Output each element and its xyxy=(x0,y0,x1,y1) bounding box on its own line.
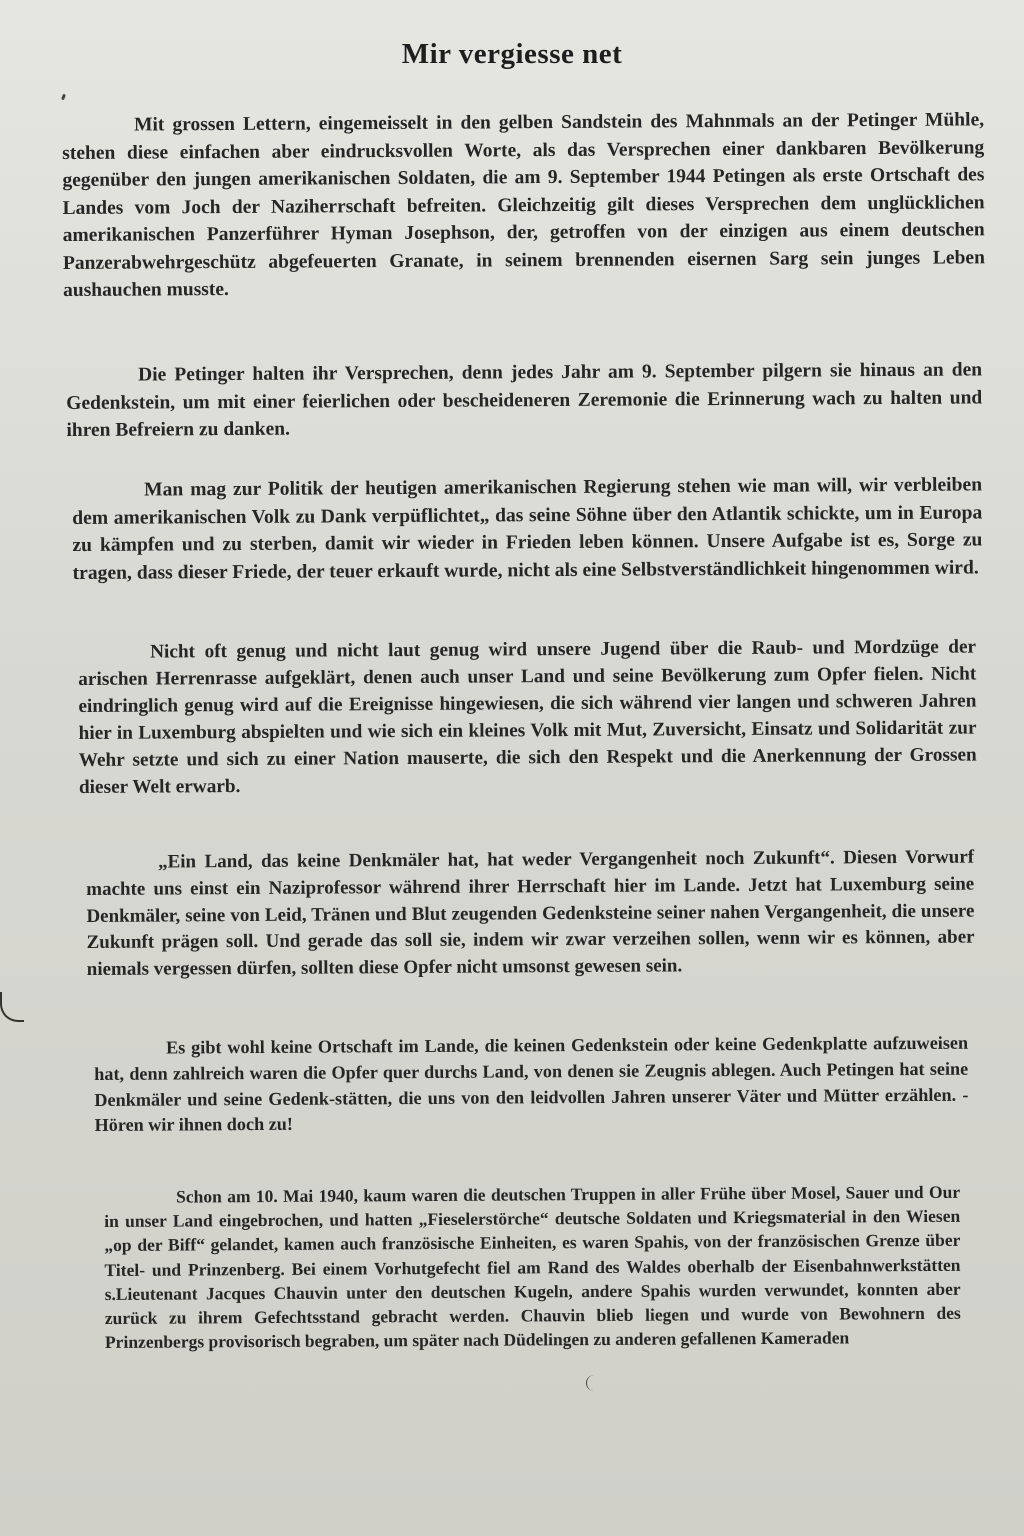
paragraph-7: Schon am 10. Mai 1940, kaum waren die deutschen Truppen in aller Frühe über Mosel, Sauer und Our in unser Land eingebrochen, und hatten „Fieselerstörche“ deutsche Soldaten und Kriegsmaterial in den Wiesen „op der Biff“ gelandet, kamen auch französische Einheiten, es waren Spahis, von der französischen Grenze über Titel- und Prinzenberg. Bei einem Vorhutgefecht fiel am Rand des Waldes oberhalb der Eisenbahnwerkstätten s.Lieutenant Jacques Chauvin unter den deutschen Kugeln, andere Spahis wurden verwundet, konnten aber zurück zu ihrem Gefechtsstand gebracht werden. Chauvin blieb liegen und wurde von Bewohnern des Prinzenbergs provisorisch begraben, um später nach Düdelingen zu anderen gefallenen Kameraden xyxy=(104,1181,961,1353)
binder-clip-mark xyxy=(0,992,24,1022)
paragraph-3: Man mag zur Politik der heutigen amerikanischen Regierung stehen wie man will, wir verbleiben dem amerikanischen Volk zu Dank verpüflichtet„ das seine Söhne über den Atlantik schickte, um in Europa zu kämpfen und zu sterben, damit wir wieder in Frieden leben können. Unsere Aufgabe ist es, Sorge zu tragen, dass dieser Friede, der teuer erkauft wurde, nicht als eine Selbstverständlichkeit hingenommen wird. xyxy=(72,474,983,584)
paragraph-4: Nicht oft genug und nicht laut genug wird unsere Jugend über die Raub- und Mordzüge der arischen Herrenrasse aufgeklärt, denen auch unser Land und seine Bevölkerung zum Opfer fielen. Nicht eindringlich genug wird auf die Ereignisse hingewiesen, die sich während vier langen und schweren Jahren hier in Luxemburg abspielten und wie sich ein kleines Volk mit Mut, Zuversicht, Einsatz und Solidarität zur Wehr setzte und sich zu einer Nation mauserte, die sich den Respekt und die Anerkennung der Grossen dieser Welt erwarb. xyxy=(78,636,977,798)
paragraph-2: Die Petinger halten ihr Versprechen, denn jedes Jahr am 9. September pilgern sie hinaus an den Gedenkstein, um mit einer feierlichen oder bescheideneren Zeremonie die Erinnerung wach zu halten und ihren Befreiern zu danken. xyxy=(66,359,983,441)
page-number-mark xyxy=(586,1375,595,1391)
paragraph-1: Mit grossen Lettern, eingemeisselt in den gelben Sandstein des Mahnmals an der Petinger Mühle, stehen diese einfachen aber eindrucksvollen Worte, als das Versprechen einer dankbaren Bevölkerung gegenüber den jungen amerikanischen Soldaten, die am 9. September 1944 Petingen als erste Ortschaft des Landes vom Joch der Naziherrschaft befreiten. Gleichzeitig gilt dieses Versprechen dem unglücklichen amerikanischen Panzerführer Hyman Josephson, der, getroffen von der einzigen aus einem deutschen Panzerabwehrgeschütz abgefeuerten Granate, in seinem brennenden eisernen Sarg sein junges Leben aushauchen musste. xyxy=(62,109,985,301)
document-title: Mir vergiesse net xyxy=(401,38,623,70)
paragraph-6: Es gibt wohl keine Ortschaft im Lande, die keinen Gedenkstein oder keine Gedenkplatte aufzuweisen hat, denn zahlreich waren die Opfer quer durchs Land, von denen sie Zeugnis ablegen. Auch Petingen hat seine Denkmäler und seine Gedenk-stätten, die uns von den leidvollen Jahren unserer Väter und Mütter erzählen. - Hören wir ihnen doch zu! xyxy=(94,1032,969,1136)
ink-speck xyxy=(61,94,66,101)
paragraph-5: „Ein Land, das keine Denkmäler hat, hat weder Vergangenheit noch Zukunft“. Diesen Vorwurf machte uns einst ein Naziprofessor während ihrer Herrschaft hier im Lande. Jetzt hat Luxemburg seine Denkmäler, seine von Leid, Tränen und Blut zeugenden Gedenksteine seiner nahen Vergangenheit, die unsere Zukunft prägen soll. Und gerade das soll sie, indem wir zwar verzeihen sollen, wenn wir es können, aber niemals vergessen dürfen, sollten diese Opfer nicht umsonst gewesen sein. xyxy=(86,846,975,981)
